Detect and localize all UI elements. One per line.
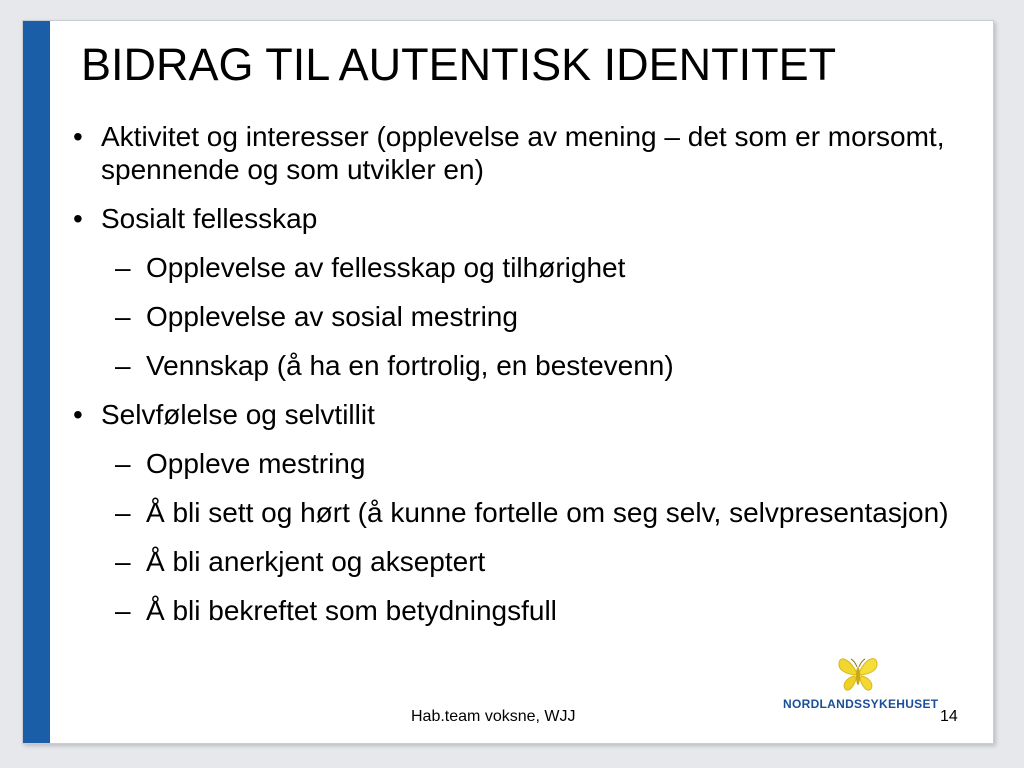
slide-footer: Hab.team voksne, WJJ (411, 708, 576, 725)
dash-marker: – (115, 448, 131, 479)
slide-title: BIDRAG TIL AUTENTISK IDENTITET (81, 39, 837, 90)
slide (22, 20, 994, 744)
sub-bullet-item (101, 300, 963, 333)
sub-bullet-text: Å bli sett og hørt (å kunne fortelle om seg selv, selvpresentasjon) (146, 497, 949, 528)
bullet-list (73, 120, 963, 643)
sub-bullet-text: Å bli bekreftet som betydningsfull (146, 595, 557, 626)
sub-bullet-list (101, 447, 963, 627)
nordlandssykehuset-logo (780, 653, 960, 713)
sub-bullet-text: Vennskap (å ha en fortrolig, en bestevenn) (146, 350, 674, 381)
sub-bullet-text: Opplevelse av fellesskap og tilhørighet (146, 252, 626, 283)
sub-bullet-item (101, 496, 963, 529)
sub-bullet-text: Oppleve mestring (146, 448, 366, 479)
sub-bullet-text: Opplevelse av sosial mestring (146, 301, 518, 332)
sub-bullet-item (101, 594, 963, 627)
bullet-item (73, 202, 963, 382)
dash-marker: – (115, 546, 131, 577)
dash-marker: – (115, 252, 131, 283)
logo-text: NORDLANDSSYKEHUSET (783, 697, 939, 711)
butterfly-icon (836, 653, 880, 695)
bullet-text: Aktivitet og interesser (opplevelse av mening – det som er morsomt, spennende og som utvikler en) (101, 121, 945, 185)
dash-marker: – (115, 497, 131, 528)
sub-bullet-item (101, 545, 963, 578)
bullet-item (73, 120, 963, 186)
bullet-marker: • (73, 203, 83, 234)
bullet-item (73, 398, 963, 627)
dash-marker: – (115, 301, 131, 332)
bullet-text: Sosialt fellesskap (101, 203, 318, 234)
bullet-marker: • (73, 399, 83, 430)
page-number: 14 (940, 708, 958, 725)
sub-bullet-item (101, 251, 963, 284)
sub-bullet-item (101, 447, 963, 480)
bullet-text: Selvfølelse og selvtillit (101, 399, 375, 430)
sub-bullet-item (101, 349, 963, 382)
slide-accent-bar (23, 21, 50, 743)
bullet-marker: • (73, 121, 83, 152)
dash-marker: – (115, 595, 131, 626)
sub-bullet-list (101, 251, 963, 382)
dash-marker: – (115, 350, 131, 381)
sub-bullet-text: Å bli anerkjent og akseptert (146, 546, 486, 577)
